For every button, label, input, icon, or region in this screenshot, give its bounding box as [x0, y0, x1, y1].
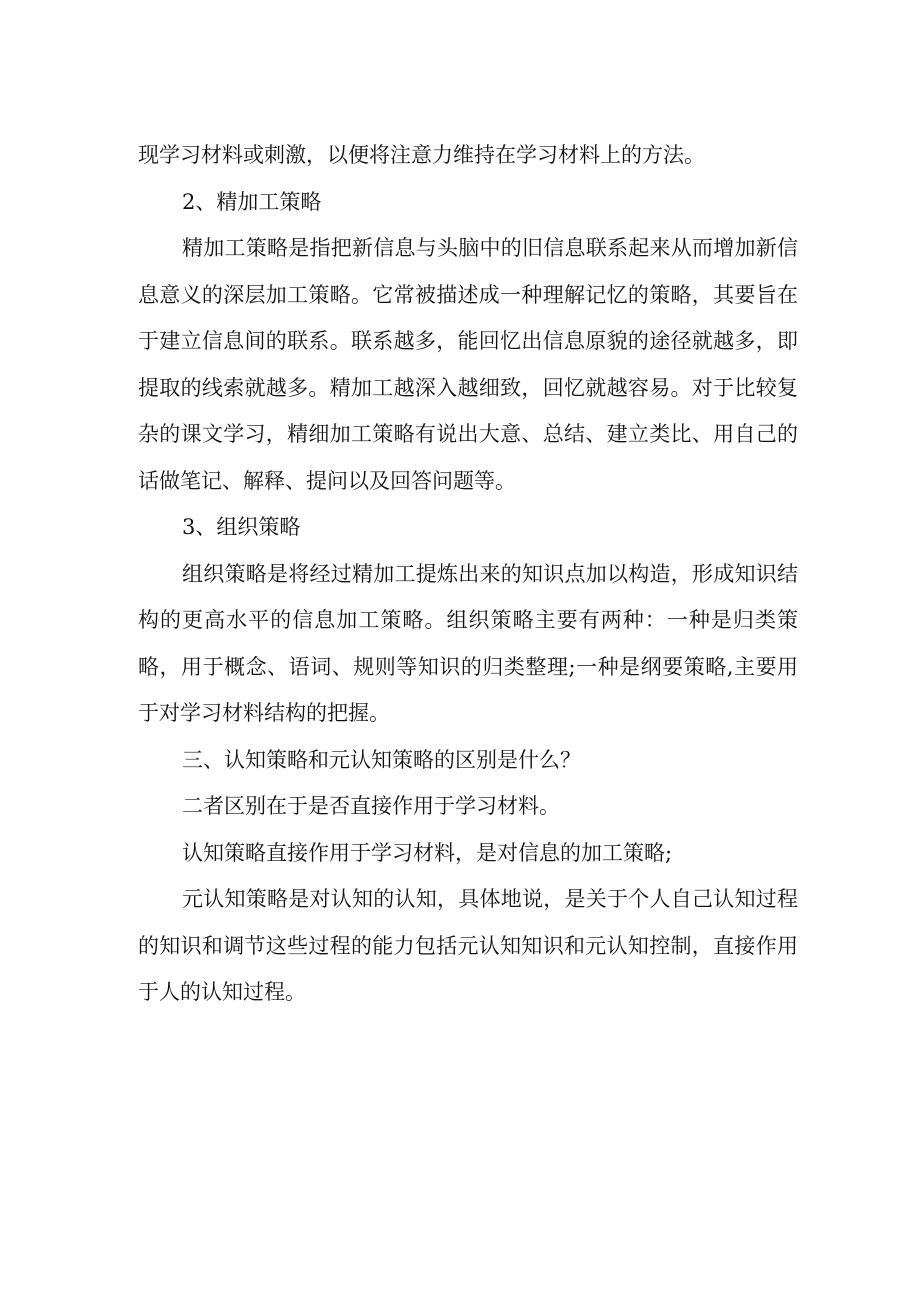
heading-section-three: 三、认知策略和元认知策略的区别是什么？: [182, 747, 581, 772]
paragraph-organization-strategy: 组织策略是将经过精加工提炼出来的知识点加以构造，形成知识结构的更高水平的信息加工策略。组织策略主要有两种：一种是归类策略，用于概念、语词、规则等知识的归类整理;一种是纲要策略,主要用于对学习材料结构的把握。: [138, 561, 798, 725]
paragraph-cognitive-strategy: 认知策略直接作用于学习材料，是对信息的加工策略;: [182, 840, 673, 865]
paragraph-metacognitive-strategy: 元认知策略是对认知的认知，具体地说，是关于个人自己认知过程的知识和调节这些过程的能力包括元认知知识和元认知控制，直接作用于人的认知过程。: [138, 887, 798, 1004]
heading-elaboration-strategy: 2、精加工策略: [182, 189, 322, 214]
document-body: [138, 132, 798, 1016]
paragraph-elaboration-strategy: 精加工策略是指把新信息与头脑中的旧信息联系起来从而增加新信息意义的深层加工策略。它常被描述成一种理解记忆的策略，其要旨在于建立信息间的联系。联系越多，能回忆出信息原貌的途径就越多，即提取的线索就越多。精加工越深入越细致，回忆就越容易。对于比较复杂的课文学习，精细加工策略有说出大意、总结、建立类比、用自己的话做笔记、解释、提问以及回答问题等。: [138, 236, 798, 493]
heading-organization-strategy: 3、组织策略: [182, 515, 301, 539]
paragraph-continuation: 现学习材料或刺激，以便将注意力维持在学习材料上的方法。: [138, 143, 705, 167]
paragraph-difference: 二者区别在于是否直接作用于学习材料。: [182, 794, 560, 818]
